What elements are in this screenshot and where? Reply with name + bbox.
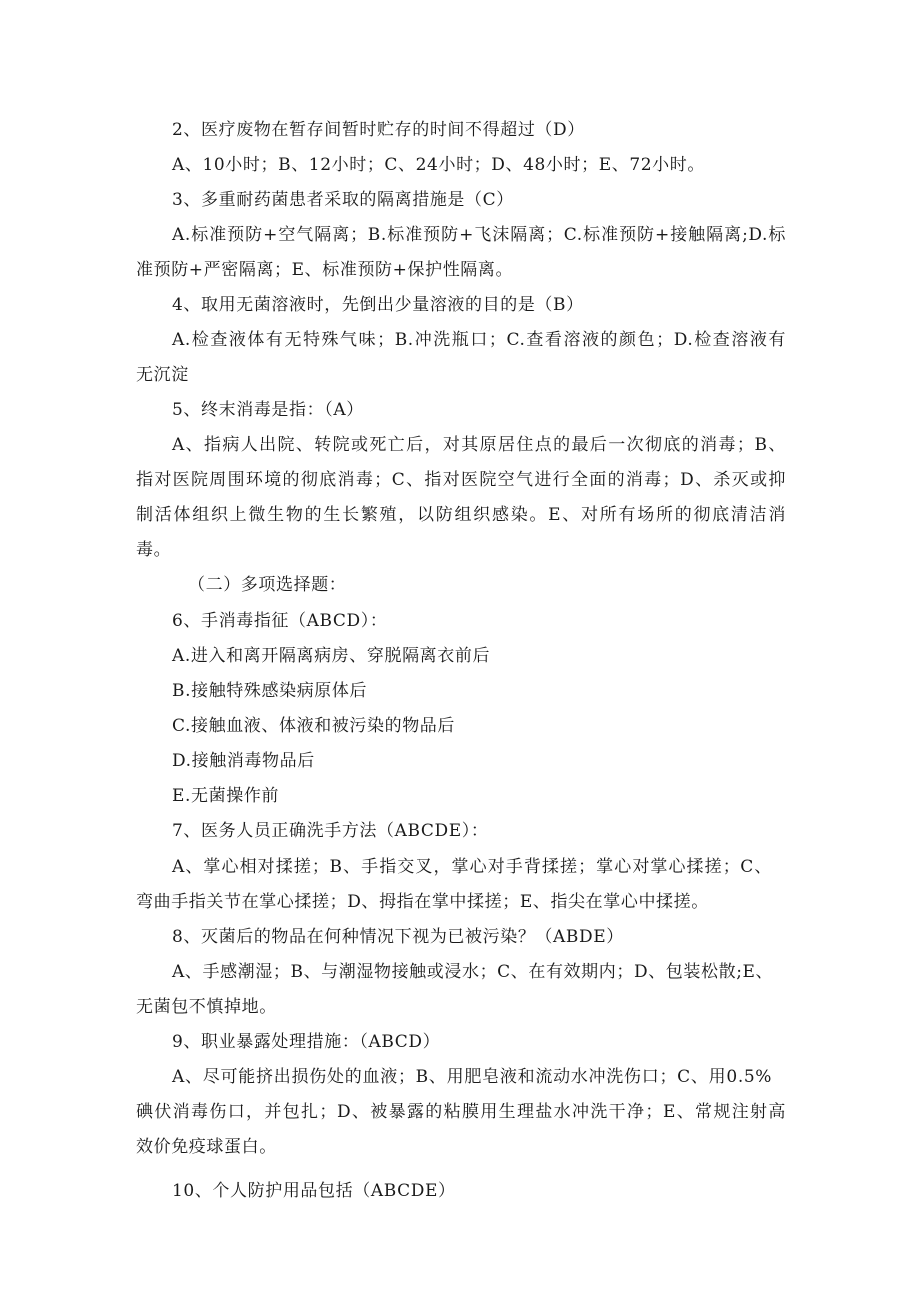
question-8-stem: 8、灭菌后的物品在何种情况下视为已被污染？（ABDE） [172,927,624,947]
question-9-stem: 9、职业暴露处理措施：（ABCD） [172,1032,441,1052]
question-6-option-b: B.接触特殊感染病原体后 [172,681,368,701]
question-6-stem: 6、手消毒指征（ABCD）： [172,611,388,631]
question-5-options-line-4: 毒。 [136,540,172,560]
question-2-options: A、10小时；B、12小时；C、24小时；D、48小时；E、72小时。 [172,155,705,175]
question-6-option-a: A.进入和离开隔离病房、穿脱隔离衣前后 [172,646,491,666]
question-6-option-c: C.接触血液、体液和被污染的物品后 [172,716,456,736]
question-9-options-line-2: 碘伏消毒伤口，并包扎；D、被暴露的粘膜用生理盐水冲洗干净；E、常规注射高 [136,1102,786,1122]
question-4-options-line-1: A.检查液体有无特殊气味；B.冲洗瓶口；C.查看溶液的颜色；D.检查溶液有 [172,330,786,350]
question-3-stem: 3、多重耐药菌患者采取的隔离措施是（C） [172,190,514,210]
question-4-options-line-2: 无沉淀 [136,365,189,385]
question-5-options-line-2: 指对医院周围环境的彻底消毒；C、指对医院空气进行全面的消毒；D、杀灭或抑 [136,470,786,490]
question-8-options-line-1: A、手感潮湿；B、与潮湿物接触或浸水；C、在有效期内；D、包装松散;E、 [172,962,774,982]
question-9-options-line-1: A、尽可能挤出损伤处的血液；B、用肥皂液和流动水冲洗伤口；C、用0.5% [172,1067,772,1087]
question-3-options-line-2: 准预防+严密隔离；E、标准预防+保护性隔离。 [136,260,514,280]
question-7-options-line-1: A、掌心相对揉搓；B、手指交叉，掌心对手背揉搓；掌心对掌心揉搓；C、 [172,857,772,877]
question-7-options-line-2: 弯曲手指关节在掌心揉搓；D、拇指在掌中揉搓；E、指尖在掌心中揉搓。 [136,892,709,912]
question-5-options-line-1: A、指病人出院、转院或死亡后，对其原居住点的最后一次彻底的消毒；B、 [172,435,786,455]
question-7-stem: 7、医务人员正确洗手方法（ABCDE）： [172,821,489,841]
question-2-stem: 2、医疗废物在暂存间暂时贮存的时间不得超过（D） [172,120,585,140]
question-10-stem: 10、个人防护用品包括（ABCDE） [172,1181,456,1201]
section-title-multiple-choice: （二）多项选择题： [188,575,347,595]
question-9-options-line-3: 效价免疫球蛋白。 [136,1137,277,1157]
question-3-options-line-1: A.标准预防+空气隔离；B.标准预防+飞沫隔离；C.标准预防+接触隔离;D.标 [172,225,786,245]
question-4-stem: 4、取用无菌溶液时，先倒出少量溶液的目的是（B） [172,295,584,315]
question-6-option-e: E.无菌操作前 [172,786,280,806]
question-8-options-line-2: 无菌包不慎掉地。 [136,997,277,1017]
question-6-option-d: D.接触消毒物品后 [172,751,315,771]
question-5-options-line-3: 制活体组织上微生物的生长繁殖，以防组织感染。E、对所有场所的彻底清洁消 [136,505,786,525]
question-5-stem: 5、终末消毒是指：（A） [172,400,364,420]
